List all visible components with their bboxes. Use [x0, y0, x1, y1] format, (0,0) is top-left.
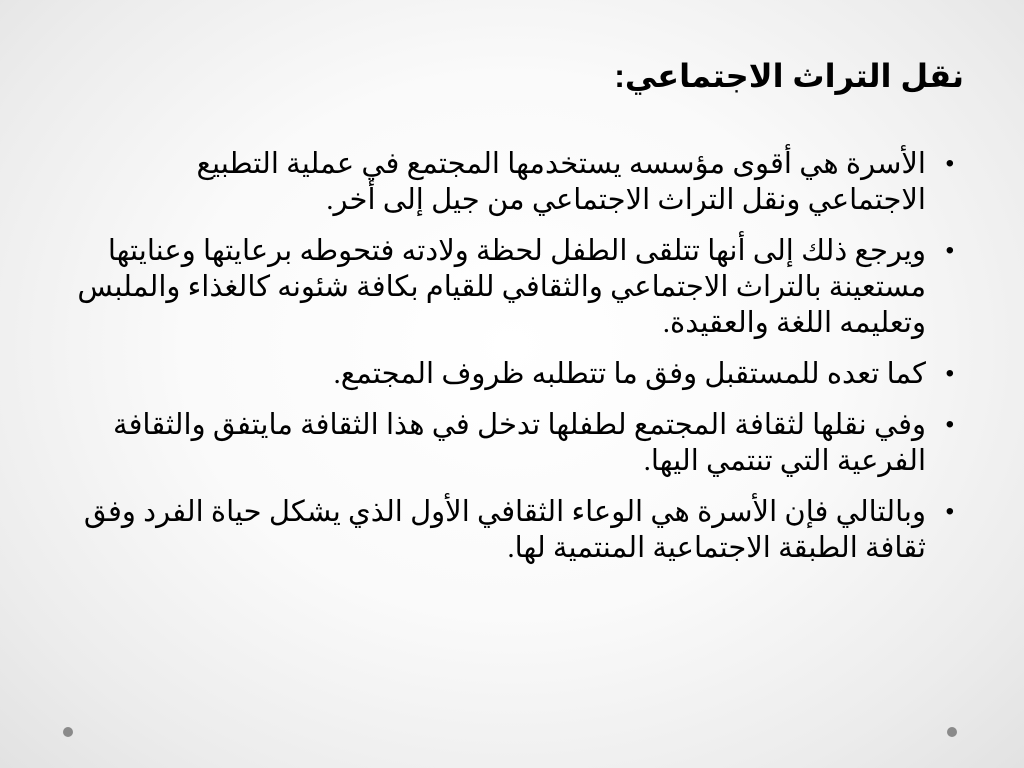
- decorative-dot-icon: [63, 727, 73, 737]
- decorative-dot-icon: [947, 727, 957, 737]
- bullet-text: وفي نقلها لثقافة المجتمع لطفلها تدخل في هذا الثقافة مايتفق والثقافة الفرعية التي تنتمي اليها.: [113, 409, 926, 477]
- slide-title: نقل التراث الاجتماعي:: [614, 58, 964, 94]
- bullet-text: ويرجع ذلك إلى أنها تتلقى الطفل لحظة ولادته فتحوطه برعايتها وعنايتها مستعينة بالتراث الاجتماعي والثقافي للقيام بكافة شئونه كالغذاء والملبس وتعليمه اللغة والعقيدة.: [77, 235, 926, 339]
- bullet-icon: •: [945, 498, 954, 525]
- bullet-item: [74, 356, 954, 392]
- bullet-text: كما تعده للمستقبل وفق ما تتطلبه ظروف المجتمع.: [333, 358, 926, 390]
- bullet-icon: •: [945, 237, 954, 264]
- bullet-list: [74, 146, 954, 581]
- bullet-icon: •: [945, 360, 954, 387]
- bullet-text: وبالتالي فإن الأسرة هي الوعاء الثقافي الأول الذي يشكل حياة الفرد وفق ثقافة الطبقة الاجتماعية المنتمية لها.: [83, 496, 926, 564]
- bullet-text: الأسرة هي أقوى مؤسسه يستخدمها المجتمع في عملية التطبيع الاجتماعي ونقل التراث الاجتماعي من جيل إلى أخر.: [196, 148, 926, 216]
- bullet-item: [74, 407, 954, 479]
- bullet-icon: •: [945, 411, 954, 438]
- bullet-item: [74, 233, 954, 341]
- bullet-item: [74, 494, 954, 566]
- bullet-item: [74, 146, 954, 218]
- bullet-icon: •: [945, 150, 954, 177]
